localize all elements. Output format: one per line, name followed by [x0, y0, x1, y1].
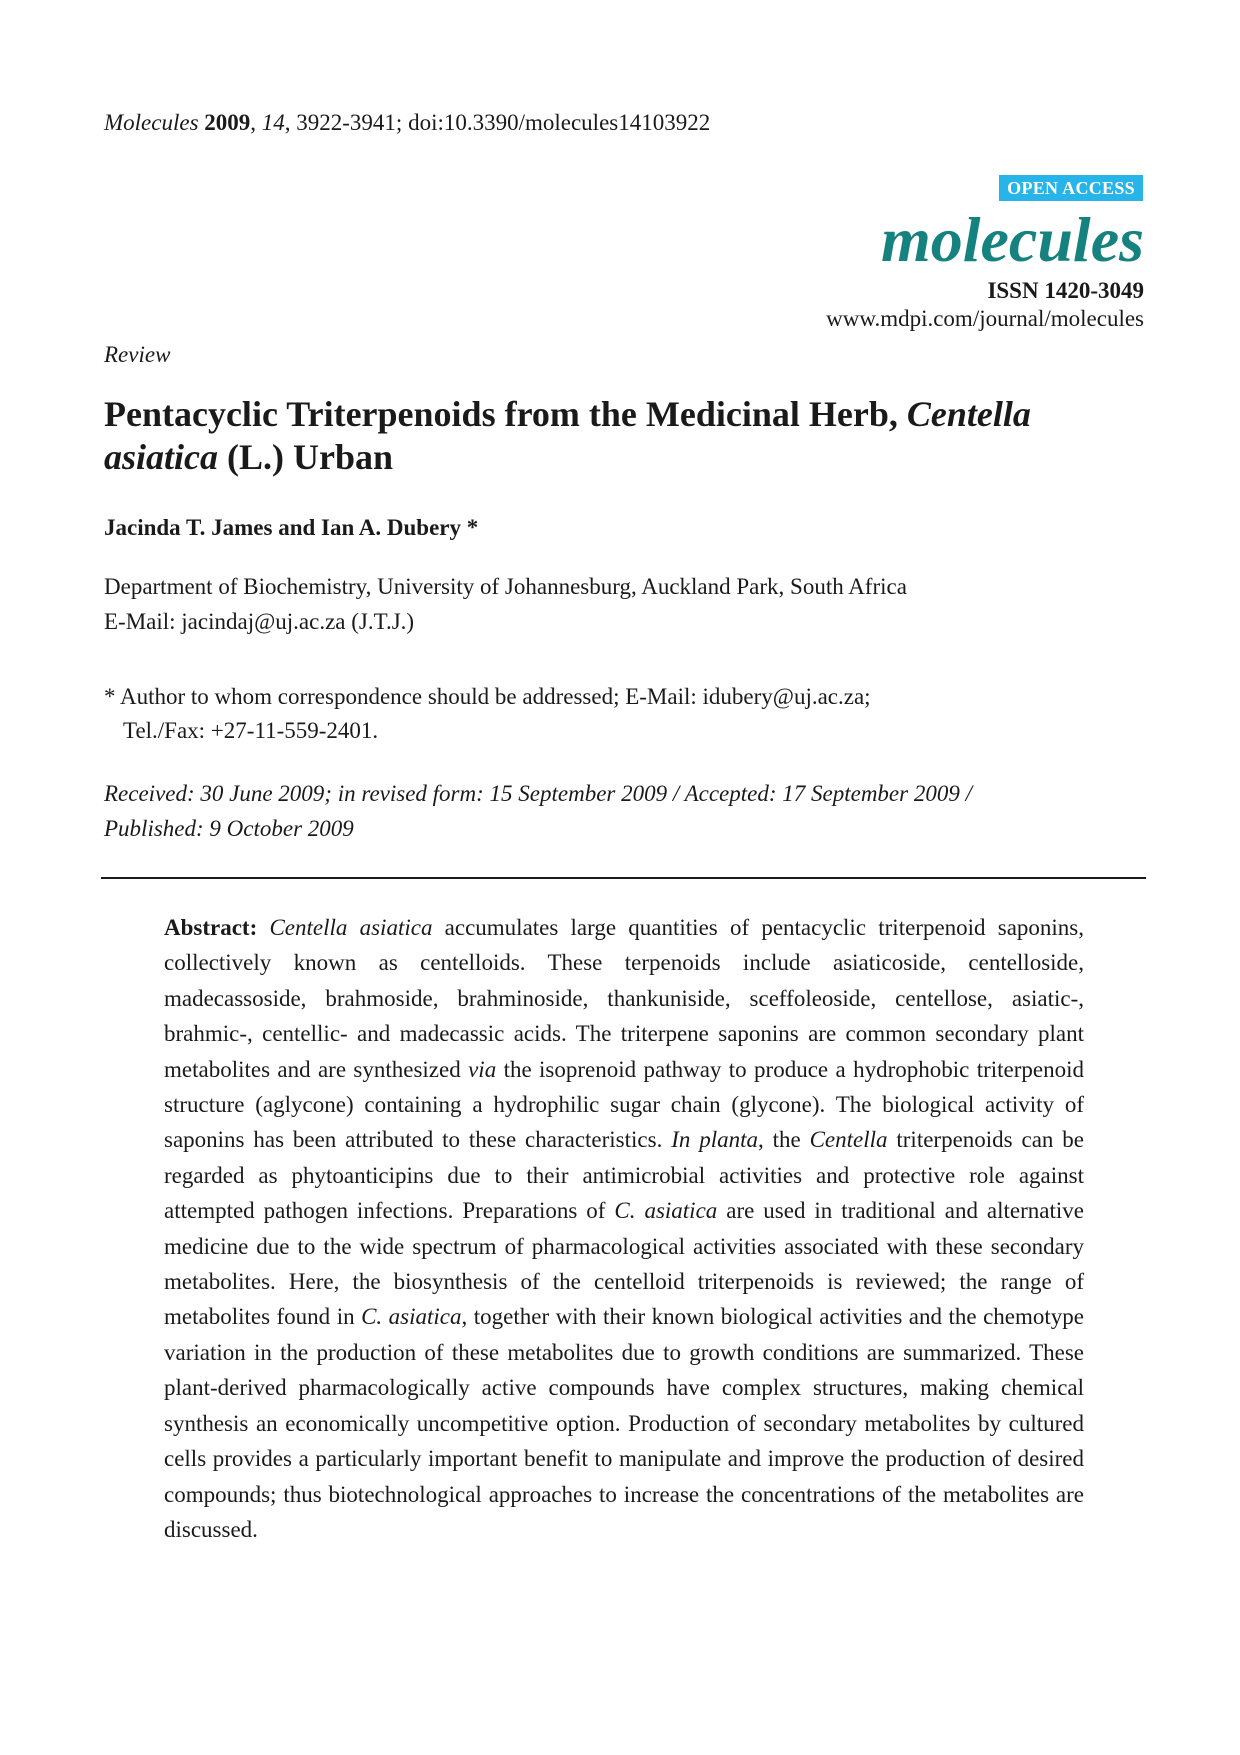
- article-type: Review: [104, 342, 171, 367]
- correspondence-line-2: Tel./Fax: +27-11-559-2401.: [123, 718, 379, 743]
- abstract-text-5: are used in traditional and alternative medicine due to the wide spectrum of pharmacological activities associated with these secondary metabolites. Here, the biosynthesis of the centelloid triterpenoids is reviewed; the range of metabolites found in: [164, 1198, 1084, 1330]
- abstract-italic-5: C. asiatica: [614, 1198, 718, 1224]
- dates-line-1: Received: 30 June 2009; in revised form: 15 September 2009 / Accepted: 17 September 2009 /: [104, 781, 972, 806]
- abstract-text-3: , the: [758, 1127, 810, 1153]
- article-title: [104, 393, 1144, 479]
- abstract-text-1: accumulates large quantities of pentacyclic triterpenoid saponins, collectively known as centelloids. These terpenoids include asiaticoside, centelloside, madecassoside, brahmoside, brahminoside, thankuniside, sceffoleoside, centellose, asiatic-, brahmic-, centellic- and madecassic acids. The triterpene saponins are common secondary plant metabolites and are synthesized: [164, 915, 1085, 1082]
- abstract-italic-4: Centella: [809, 1127, 888, 1153]
- authors: Jacinda T. James and Ian A. Dubery *: [104, 515, 479, 540]
- author-email: E-Mail: jacindaj@uj.ac.za (J.T.J.): [104, 609, 415, 634]
- journal-website: www.mdpi.com/journal/molecules: [826, 306, 1144, 331]
- divider-rule: [101, 877, 1146, 879]
- citation-line: Molecules 2009, 14, 3922-3941; doi:10.3390/molecules14103922: [104, 110, 711, 135]
- citation-pages-doi: , 3922-3941; doi:10.3390/molecules14103922: [284, 110, 711, 135]
- correspondence-line-1: * Author to whom correspondence should be addressed; E-Mail: idubery@uj.ac.za;: [104, 684, 871, 709]
- abstract-text-6: , together with their known biological activities and the chemotype variation in the production of these metabolites due to growth conditions are summarized. These plant-derived pharmacologically active compounds have complex structures, making chemical synthesis an economically uncompetitive option. Production of secondary metabolites by cultured cells provides a particularly important benefit to manipulate and improve the production of desired compounds; thus biotechnological approaches to increase the concentrations of the metabolites are discussed.: [164, 1304, 1084, 1542]
- affiliation: Department of Biochemistry, University of Johannesburg, Auckland Park, South Africa: [104, 574, 907, 599]
- abstract-italic-1: Centella asiatica: [269, 915, 433, 940]
- title-part-2: (L.) Urban: [218, 437, 394, 477]
- publication-dates: [104, 776, 1144, 846]
- title-species: Centella asiatica: [104, 394, 1031, 477]
- abstract-label: Abstract:: [164, 915, 258, 940]
- abstract-text-4: triterpenoids can be regarded as phytoanticipins due to their antimicrobial activities and protective role against attempted pathogen infections. Preparations of: [164, 1127, 1084, 1224]
- open-access-badge: OPEN ACCESS: [999, 175, 1143, 201]
- issn: ISSN 1420-3049: [987, 278, 1144, 303]
- citation-journal: Molecules: [104, 110, 199, 135]
- abstract-italic-2: via: [468, 1056, 497, 1082]
- citation-year: 2009: [204, 110, 251, 135]
- title-part-1: Pentacyclic Triterpenoids from the Medicinal Herb,: [104, 394, 907, 434]
- correspondence-note: [104, 680, 871, 748]
- journal-logo: molecules: [880, 204, 1144, 275]
- abstract-text-2: the isoprenoid pathway to produce a hydrophobic triterpenoid structure (aglycone) containing a hydrophilic sugar chain (glycone). The biological activity of saponins has been attributed to these characteristics.: [164, 1056, 1084, 1153]
- citation-volume: 14: [261, 110, 285, 135]
- dates-line-2: Published: 9 October 2009: [104, 816, 354, 841]
- abstract: [164, 910, 1084, 1547]
- abstract-italic-6: C. asiatica: [361, 1304, 462, 1330]
- abstract-italic-3: In planta: [671, 1127, 758, 1153]
